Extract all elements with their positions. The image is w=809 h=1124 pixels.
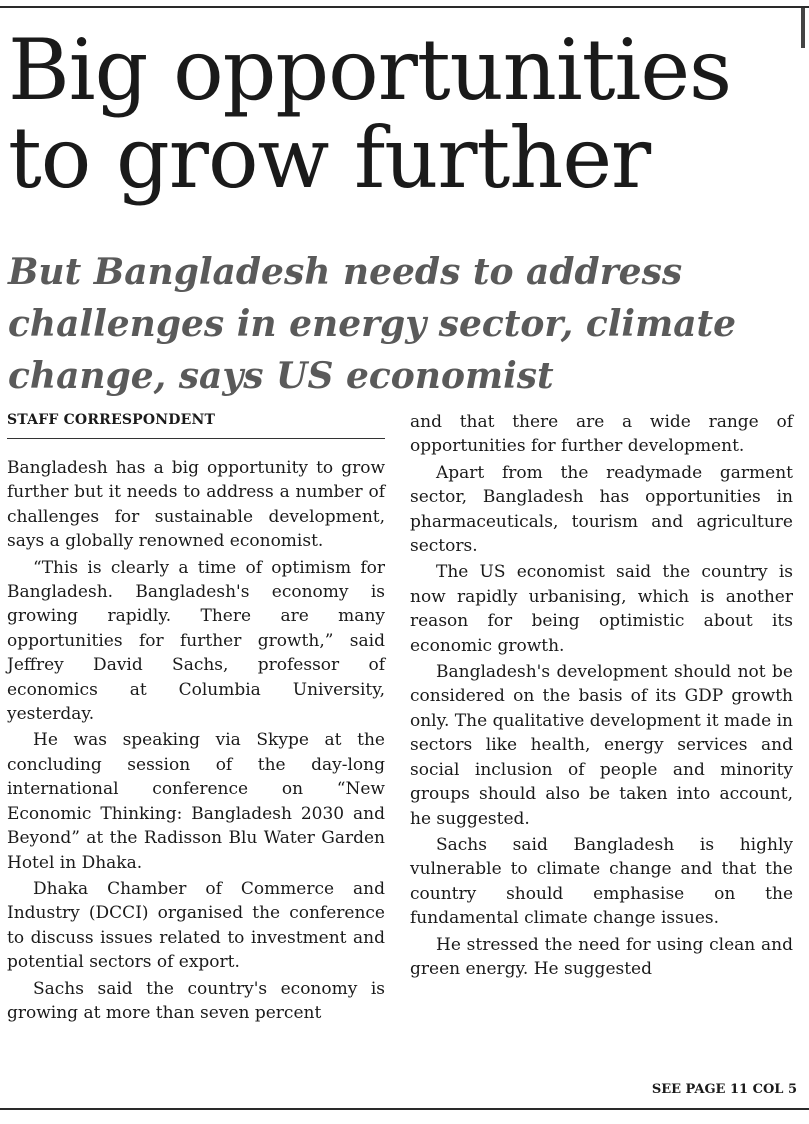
byline-rule (7, 438, 385, 439)
headline-line-2: to grow further (8, 109, 651, 207)
headline (8, 21, 803, 207)
paragraph: “This is clearly a time of optimism for Bangladesh. Bangladesh's economy is growing rapidly. There are many opportunities for further growth,” said Jeffrey David Sachs, professor of economics at Columbia University, yesterday. (7, 557, 385, 725)
paragraph: Bangladesh's development should not be considered on the basis of its GDP growth only. The qualitative development it made in sectors like health, energy services and social inclusion of people and minority groups should also be taken into account, he suggested. (410, 662, 793, 829)
paragraph: Apart from the readymade garment sector, Bangladesh has opportunities in pharmaceuticals, tourism and agriculture sectors. (410, 462, 793, 557)
byline: STAFF CORRESPONDENT (7, 412, 216, 428)
top-rule (0, 6, 809, 8)
continuation-note: SEE PAGE 11 COL 5 (651, 1082, 797, 1097)
paragraph: He stressed the need for using clean and green energy. He suggested (410, 934, 793, 979)
paragraph: He was speaking via Skype at the concluding session of the day-long international conference on “New Economic Thinking: Bangladesh 2030 and Beyond” at the Radisson Blu Water Garden Hotel in Dhaka. (7, 730, 385, 873)
paragraph: Sachs said Bangladesh is highly vulnerable to climate change and that the country should emphasise on the fundamental climate change issues. (410, 834, 793, 929)
subheadline-line-1: But Bangladesh needs to address (8, 251, 683, 293)
paragraph: Dhaka Chamber of Commerce and Industry (DCCI) organised the conference to discuss issues related to investment and potential sectors of export. (7, 878, 385, 973)
headline-line-1: Big opportunities (8, 21, 732, 119)
subheadline-line-2: challenges in energy sector, climate (8, 303, 737, 345)
paragraph: and that there are a wide range of opportunities for further development. (410, 412, 793, 457)
subheadline (8, 246, 803, 402)
bottom-rule (0, 1108, 809, 1110)
paragraph: Bangladesh has a big opportunity to grow further but it needs to address a number of challenges for sustainable development, says a globally renowned economist. (7, 458, 385, 552)
paragraph: The US economist said the country is now rapidly urbanising, which is another reason for being optimistic about its economic growth. (410, 562, 793, 656)
paragraph: Sachs said the country's economy is growing at more than seven percent (7, 978, 385, 1023)
article-column-right (410, 410, 793, 981)
article-column-left (7, 456, 385, 1025)
subheadline-line-3: change, says US economist (8, 355, 554, 397)
